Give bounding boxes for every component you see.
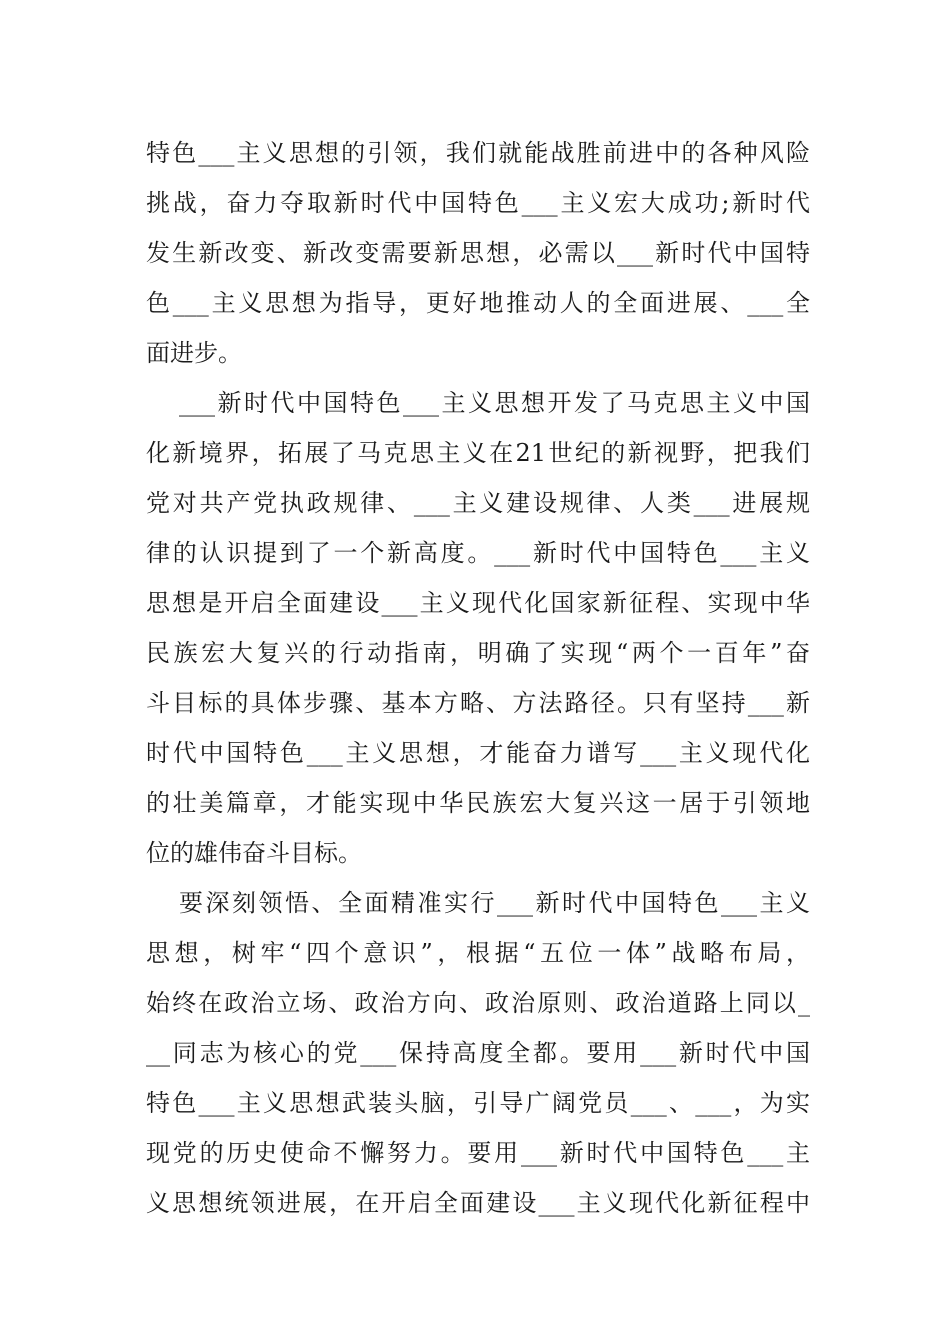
text-line: __同志为核心的党___保持高度全都。要用___新时代中国 [146, 1039, 810, 1067]
text-line: ___新时代中国特色___主义思想开发了马克思主义中国 [179, 389, 810, 417]
document-body [146, 128, 810, 1228]
text-line: 的壮美篇章，才能实现中华民族宏大复兴这一居于引领地 [146, 789, 810, 817]
text-line: 色___主义思想为指导，更好地推动人的全面进展、___全 [146, 289, 810, 317]
text-line: 党对共产党执政规律、___主义建设规律、人类___进展规 [146, 489, 810, 517]
paragraph-3 [146, 878, 810, 1228]
text-line: 思想，树牢“四个意识”，根据“五位一体”战略布局， [146, 939, 810, 967]
text-line: 现党的历史使命不懈努力。要用___新时代中国特色___主 [146, 1139, 810, 1167]
text-line: 始终在政治立场、政治方向、政治原则、政治道路上同以_ [146, 989, 810, 1017]
paragraph-2 [146, 378, 810, 878]
text-line: 斗目标的具体步骤、基本方略、方法路径。只有坚持___新 [146, 689, 810, 717]
text-line: 化新境界，拓展了马克思主义在21世纪的新视野，把我们 [146, 439, 810, 467]
text-line: 挑战，奋力夺取新时代中国特色___主义宏大成功;新时代 [146, 189, 810, 217]
text-line: 民族宏大复兴的行动指南，明确了实现“两个一百年”奋 [146, 639, 810, 667]
text-line: 时代中国特色___主义思想，才能奋力谱写___主义现代化 [146, 739, 810, 767]
text-line: 思想是开启全面建设___主义现代化国家新征程、实现中华 [146, 589, 810, 617]
text-line: 面进步。 [146, 339, 242, 367]
text-line: 特色___主义思想武装头脑，引导广阔党员___、___，为实 [146, 1089, 810, 1117]
text-line: 要深刻领悟、全面精准实行___新时代中国特色___主义 [179, 889, 810, 917]
text-line: 位的雄伟奋斗目标。 [146, 839, 362, 867]
paragraph-1 [146, 128, 810, 378]
text-line: 发生新改变、新改变需要新思想，必需以___新时代中国特 [146, 239, 810, 267]
text-line: 律的认识提到了一个新高度。___新时代中国特色___主义 [146, 539, 810, 567]
text-line: 特色___主义思想的引领，我们就能战胜前进中的各种风险 [146, 139, 810, 167]
text-line: 义思想统领进展，在开启全面建设___主义现代化新征程中 [146, 1189, 810, 1217]
